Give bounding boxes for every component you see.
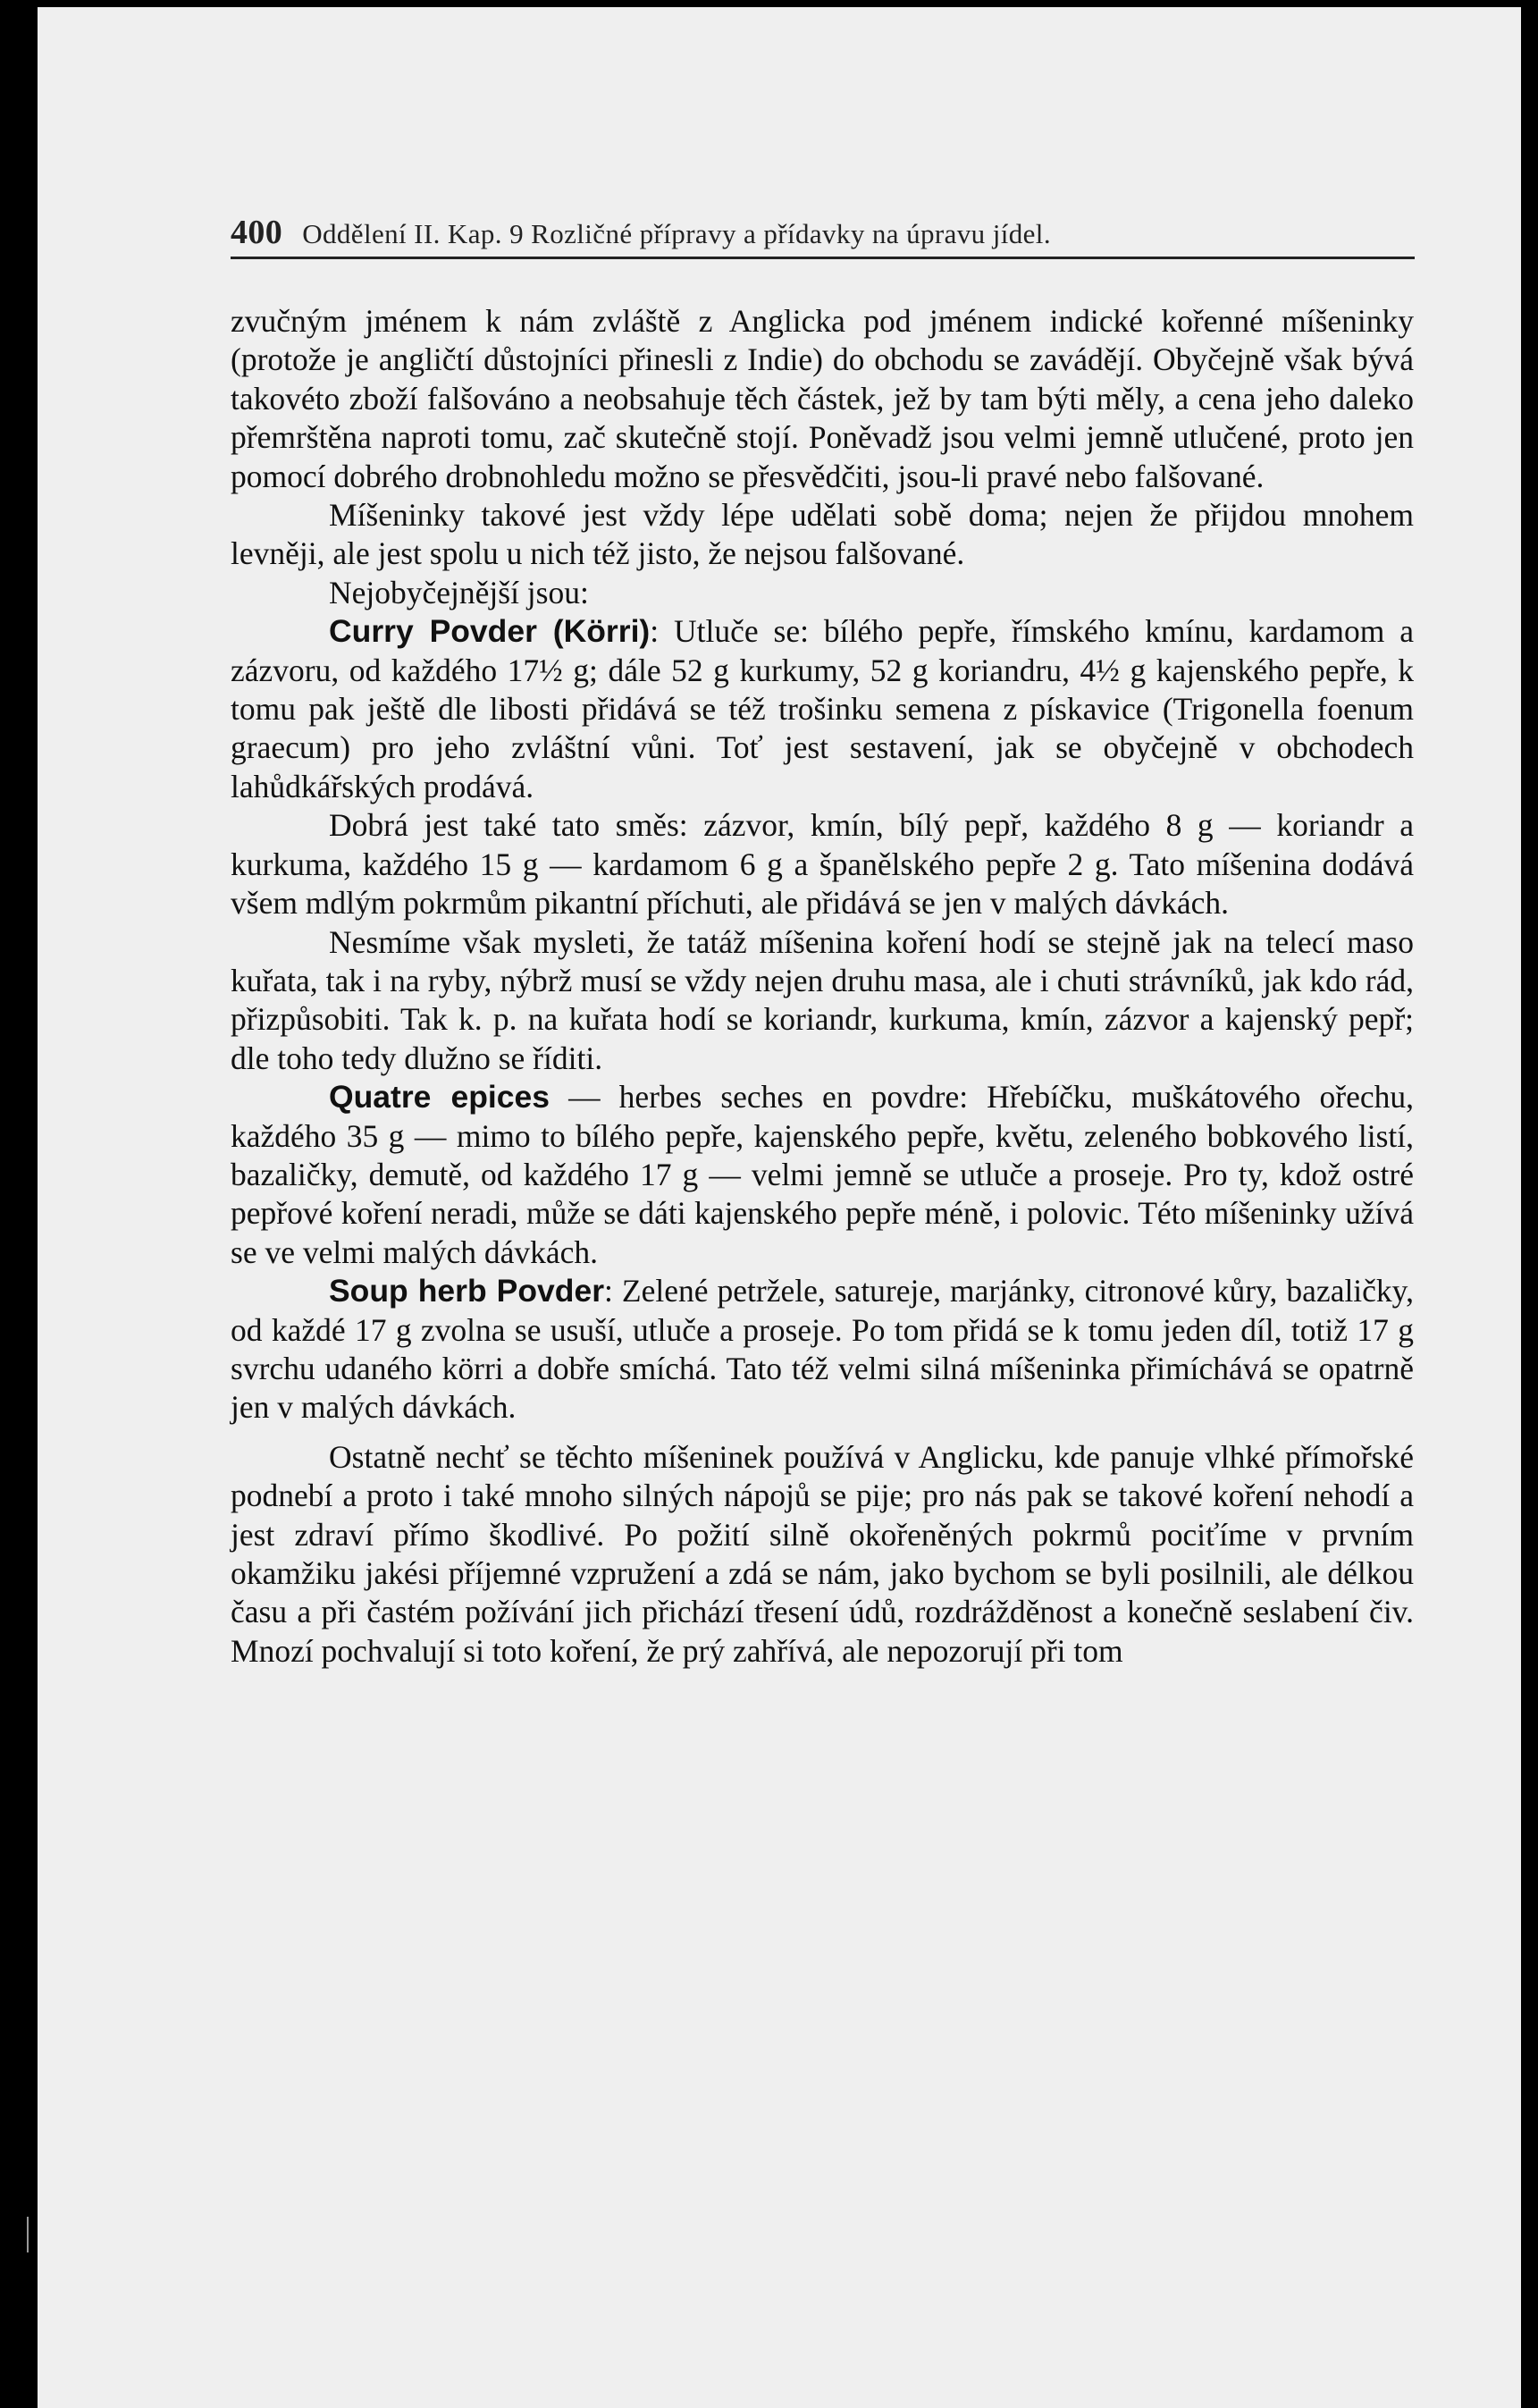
paragraph-2: Míšeninky takové jest vždy lépe udělati sobě doma; nejen že přijdou mnohem levněji, ale jest spolu u nich též jisto, že nejsou falšované. (231, 497, 1414, 572)
paragraph-curry (231, 612, 1414, 806)
paragraph-9: Ostatně nechť se těchto míšeninek používá v Anglicku, kde panuje vlhké přímořské podnebí a proto i také mnoho silných nápojů se pije; pro nás pak se takové koření nehodí a jest zdraví přímo škodlivé. Po požití silně okořeněných pokrmů pociťíme v prvním okamžiku jakési příjemné vzpružení a zdá se nám, jako bychom se byli posilnili, ale délkou času a při častém požívání jich přichází třesení údů, rozdrážděnost a konečně seslabení čiv. Mnozí pochvalují si toto koření, že prý zahřívá, ale nepozorují při tom (231, 1438, 1414, 1669)
paragraph-1: zvučným jménem k nám zvláště z Anglicka pod jménem indické kořenné míšeninky (protože je angličtí důstojníci přinesli z Indie) do obchodu se zavádějí. Obyčejně však bývá takovéto zboží falšováno a neobsahuje těch částek, jež by tam býti měly, a cena jeho daleko přemrštěna naproti tomu, zač skutečně stojí. Poněvadž jsou velmi jemně utlučené, proto jen pomocí dobrého drobnohledu možno se přesvědčiti, jsou-li pravé nebo falšované. (231, 303, 1414, 494)
soup-herb-text: : Zelené petržele, satureje, marjánky, citronové kůry, bazaličky, od každé 17 g zvolna se usuší, utluče a proseje. Po tom přidá se k tomu jeden díl, totiž 17 g svrchu udaného körri a dobře smíchá. Tato též velmi silná míšeninka přimíchává se opatrně jen v malých dávkách. (231, 1273, 1414, 1426)
term-curry-povder: Curry Povder (Körri) (329, 613, 651, 650)
term-soup-herb-povder: Soup herb Povder (329, 1273, 605, 1309)
paragraph-6: Nesmíme však mysleti, že tatáž míšenina koření hodí se stejně jak na telecí maso kuřata, tak i na ryby, nýbrž musí se vždy nejen druhu masa, ale i chuti strávníků, jak kdo rád, přizpůsobiti. Tak k. p. na kuřata hodí se koriandr, kurkuma, kmín, zázvor a kajenský pepř; dle toho tedy dlužno se říditi. (231, 923, 1414, 1076)
quatre-epices-text: — herbes seches en povdre: Hřebíčku, muškátového ořechu, každého 35 g — mimo to bílého pepře, kajenského pepře, květu, zeleného bobkového listí, bazaličky, demutě, od každého 17 g — velmi jemně se utluče a proseje. Pro ty, kdož ostré pepřové koření neradi, může se dáti kajenského pepře méně, i polovic. Této míšeninky užívá se ve velmi malých dávkách. (231, 1079, 1414, 1270)
running-title: Oddělení II. Kap. 9 Rozličné přípravy a přídavky na úpravu jídel. (302, 218, 1051, 249)
paragraph-quatre-epices (231, 1078, 1414, 1272)
body-text (231, 302, 1414, 1671)
page-number: 400 (231, 214, 283, 251)
paragraph-5: Dobrá jest také tato směs: zázvor, kmín, bílý pepř, každého 8 g — koriandr a kurkuma, každého 15 g — kardamom 6 g a španělského pepře 2 g. Tato míšenina dodává všem mdlým pokrmům pikantní příchuti, ale přidává se jen v malých dávkách. (231, 807, 1414, 922)
scan-edge-mark (27, 2217, 29, 2252)
paragraph-soup-herb (231, 1272, 1414, 1427)
paragraph-3: Nejobyčejnější jsou: (329, 574, 589, 610)
curry-recipe-text: : Utluče se: bílého pepře, římského kmínu, kardamom a zázvoru, od každého 17½ g; dále 52 g kurkumy, 52 g koriandru, 4½ g kajenského pepře, k tomu pak ještě dle libosti přidává se též trošinku semena z pískavice (Trigonella foenum graecum) pro jeho zvláštní vůni. Toť jest sestavení, jak se obyčejně v obchodech lahůdkářských prodává. (231, 613, 1415, 804)
term-quatre-epices: Quatre epices (329, 1079, 550, 1116)
running-header (231, 213, 1410, 252)
header-rule (231, 257, 1415, 259)
